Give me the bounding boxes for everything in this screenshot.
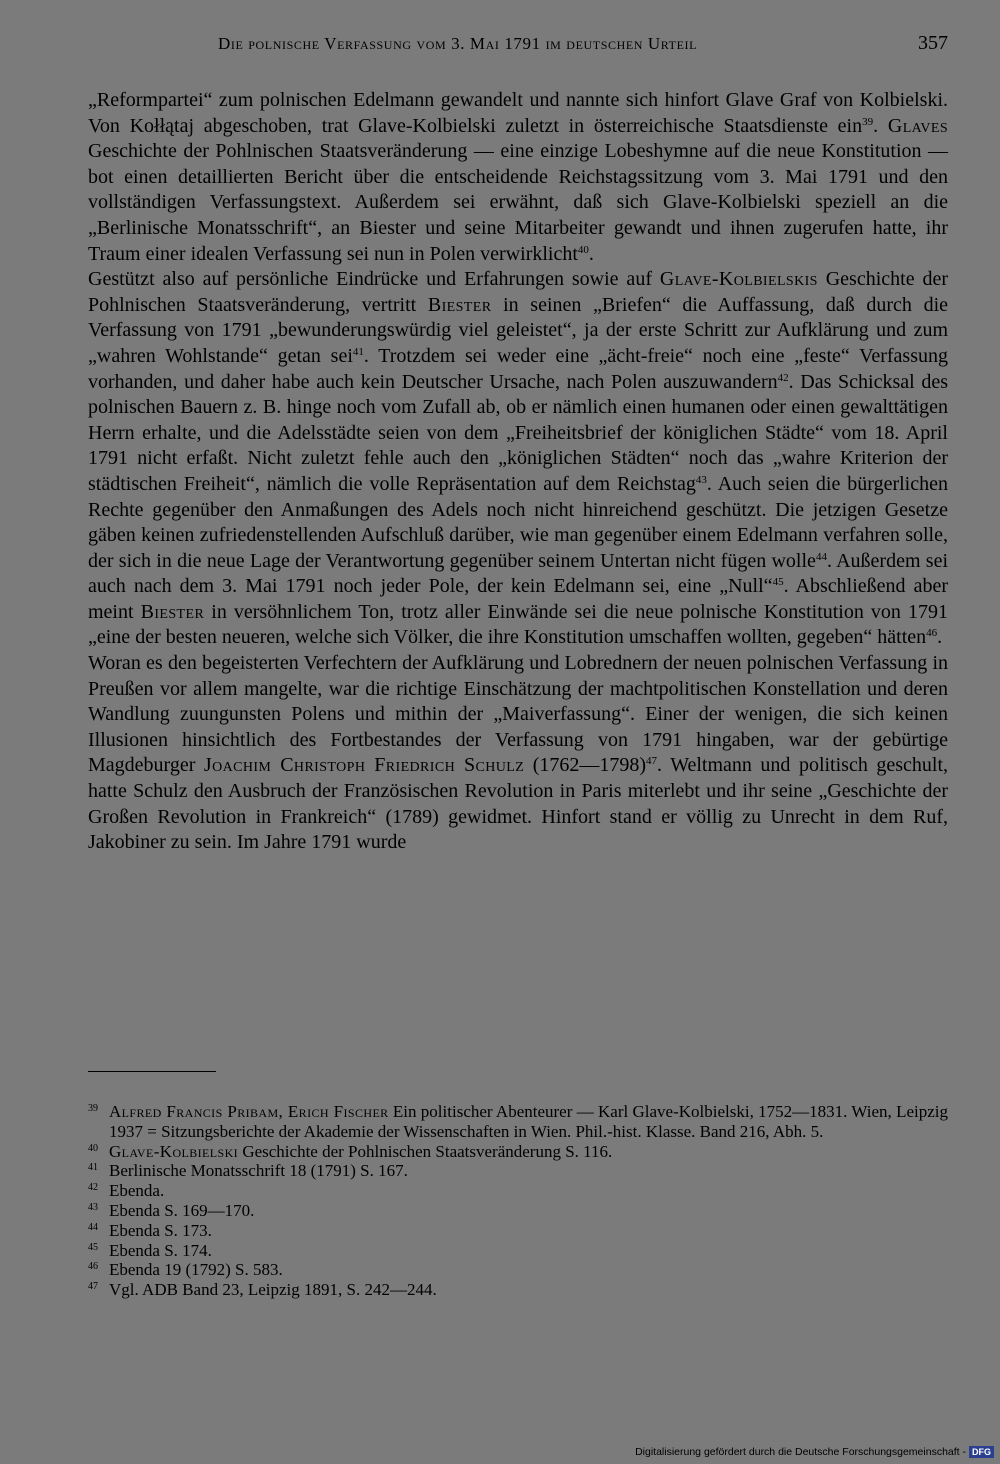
text-run: . Auch seien die bürgerlichen Rechte gegenüber den Anmaßungen des Adels noch nicht hinreichend geschützt. Die jetzigen Gesetze gäben keinen zufriedenstellenden Aufschluß darüber, wie man gegenüber einem Edelmann verfahren solle, der sich in die neue Lage der Verantwortung gegenüber seinem Untertan nicht fügen wolle [88, 472, 948, 572]
footnote-divider [88, 1071, 216, 1072]
author-name: Glaves [887, 114, 949, 137]
footnote-47 [88, 1280, 948, 1300]
footnote-ref-44: 44 [815, 550, 827, 563]
footnote-body: Ebenda S. 174. [109, 1240, 212, 1260]
footnote-number: 39 [88, 1103, 98, 1114]
footnote-39 [88, 1102, 948, 1142]
paragraph-2 [88, 267, 948, 651]
text-run: Geschichte der Pohlnischen Staatsveränderung — eine einzige Lobeshymne auf die neue Konstitution — bot einen detaillierten Bericht über die entscheidende Reichstagssitzung vom 3. Mai 1791 und den vollständigen Verfassungstext. Außerdem sei erwähnt, daß sich Glave-Kolbielski speziell an die „Berlinische Monatsschrift“, an Biester und seine Mitarbeiter gewandt und ihnen zugerufen hatte, ihr Traum einer idealen Verfassung sei nun in Polen verwirklicht [88, 140, 948, 265]
footnote-number: 46 [88, 1261, 98, 1273]
footnote-number: 45 [88, 1241, 98, 1253]
footnote-number: 43 [88, 1201, 98, 1213]
footnote-ref-45: 45 [772, 576, 784, 589]
text-run: Gestützt also auf persönliche Eindrücke und Erfahrungen sowie auf [88, 268, 660, 291]
page-number: 357 [918, 32, 948, 54]
dfg-logo-icon: DFG [969, 1446, 994, 1458]
footnote-ref-39: 39 [862, 115, 874, 128]
footnote-ref-43: 43 [695, 473, 707, 486]
footnote-author: Glave-Kolbielski [109, 1141, 239, 1161]
text-run: in seinen „Briefen“ die Auffassung, daß durch die Verfassung von 1791 „bewunderungswürdig viel geleistet“, ja der erste Schritt zur Aufklärung und zum „wahren Wohlstande“ getan sei [88, 293, 948, 367]
text-run: . Abschließend aber meint [88, 575, 948, 623]
text-run: . Weltmann und politisch geschult, hatte Schulz den Ausbruch der Französischen Revolution in Paris miterlebt und ihr seine „Geschichte der Großen Revolution in Frankreich“ (1789) gewidmet. Hinfort stand er völlig zu Unrecht in dem Ruf, Jakobiner zu sein. Im Jahre 1791 wurde [88, 754, 949, 854]
text-run: . [873, 114, 888, 137]
text-run: Woran es den begeisterten Verfechtern der Aufklärung und Lobrednern der neuen polnischen Verfassung in Preußen vor allem mangelte, war die richtige Einschätzung der machtpolitischen Konstellation und deren Wandlung zuungunsten Polens und mithin der „Maiverfassung“. Einer der wenigen, die sich keinen Illusionen hinsichtlich des Fortbestandes der Verfassung von 1791 hingaben, war der gebürtige Magdeburger [88, 652, 948, 777]
footnote-41 [88, 1161, 948, 1181]
footnote-body: Berlinische Monatsschrift 18 (1791) S. 167. [109, 1161, 408, 1181]
footnote-ref-40: 40 [577, 243, 589, 256]
footnote-body: Ebenda 19 (1792) S. 583. [109, 1260, 283, 1280]
footnote-body: Ein politischer Abenteurer — Karl Glave-Kolbielski, 1752—1831. Wien, Leipzig 1937 = Sitzungsberichte der Akademie der Wissenschaften in Wien. Phil.-hist. Klasse. Band 216, Abh. 5. [109, 1102, 948, 1141]
footnote-body: Ebenda. [109, 1181, 165, 1201]
author-name: Biester [140, 600, 205, 623]
paragraph-1 [88, 88, 948, 267]
main-text [88, 88, 948, 856]
footnote-author: Alfred Francis Pribam, Erich Fischer [109, 1102, 389, 1121]
text-run: . [588, 242, 594, 265]
credit-text: Digitalisierung gefördert durch die Deutsche Forschungsgemeinschaft - [635, 1446, 966, 1458]
footnote-42 [88, 1181, 948, 1201]
text-run: . [937, 626, 943, 649]
footnote-body: Vgl. ADB Band 23, Leipzig 1891, S. 242—244. [109, 1280, 437, 1300]
footnote-40 [88, 1142, 948, 1162]
page-header [88, 34, 948, 60]
footnote-45 [88, 1241, 948, 1261]
footnote-text [109, 1102, 948, 1142]
text-run: . Das Schicksal des polnischen Bauern z. B. hinge noch vom Zufall ab, ob er nämlich einen humanen oder einen gewalttätigen Herrn erhalte, und die Adelsstädte seien von dem „Freiheitsbrief der königlichen Städte“ vom 18. April 1791 nicht erfaßt. Nicht zuletzt fehle auch den „königlichen Städten“ noch das „wahre Kriterion der städtischen Freiheit“, nämlich die volle Repräsentation auf dem Reichstag [88, 370, 948, 495]
footnote-body: Geschichte der Pohlnischen Staatsveränderung S. 116. [238, 1141, 613, 1161]
footnote-46 [88, 1260, 948, 1280]
footnote-number: 42 [88, 1182, 98, 1194]
footnote-number: 40 [88, 1142, 98, 1154]
text-run: in versöhnlichem Ton, trotz aller Einwände sei die neue polnische Konstitution von 1791 „eine der besten neueren, welche sich Völker, die ihre Konstitution umschaffen wollten, gegeben“ hätten [88, 600, 948, 649]
text-run: . Trotzdem sei weder eine „ächt-freie“ noch eine „feste“ Verfassung vorhanden, und daher habe auch kein Deutscher Ursache, nach Polen auszuwandern [88, 344, 948, 393]
text-run: Geschichte der Pohlnischen Staatsveränderung, vertritt [88, 268, 948, 316]
footnote-ref-41: 41 [352, 345, 364, 358]
footnote-text [109, 1142, 948, 1162]
footnote-body: Ebenda S. 173. [109, 1220, 212, 1240]
footnote-number: 41 [88, 1162, 98, 1174]
footnote-ref-42: 42 [777, 371, 789, 384]
text-run: „Reformpartei“ zum polnischen Edelmann gewandelt und nannte sich hinfort Glave Graf von Kolbielski. Von Kołłątaj abgeschoben, trat Glave-Kolbielski zuletzt in österreichische Staatsdienste ein [88, 89, 948, 137]
footnote-ref-47: 47 [646, 755, 658, 768]
text-run: (1762—1798) [524, 754, 647, 777]
funding-credit [635, 1446, 994, 1458]
author-name: Glave-Kolbielskis [659, 268, 818, 291]
text-run: . Außerdem sei auch nach dem 3. Mai 1791 noch jeder Pole, der kein Edelmann sei, eine „Null“ [88, 549, 949, 598]
footnote-ref-46: 46 [926, 627, 938, 640]
footnote-body: Ebenda S. 169—170. [109, 1200, 255, 1220]
author-name: Biester [427, 293, 492, 316]
footnote-number: 44 [88, 1221, 98, 1233]
paragraph-3 [88, 651, 948, 856]
author-name: Joachim Christoph Friedrich Schulz [203, 754, 525, 777]
footnote-number: 47 [88, 1281, 98, 1293]
footnotes [88, 1102, 948, 1300]
footnote-43 [88, 1201, 948, 1221]
running-title: Die polnische Verfassung vom 3. Mai 1791 im deutschen Urteil [218, 34, 698, 53]
footnote-44 [88, 1221, 948, 1241]
